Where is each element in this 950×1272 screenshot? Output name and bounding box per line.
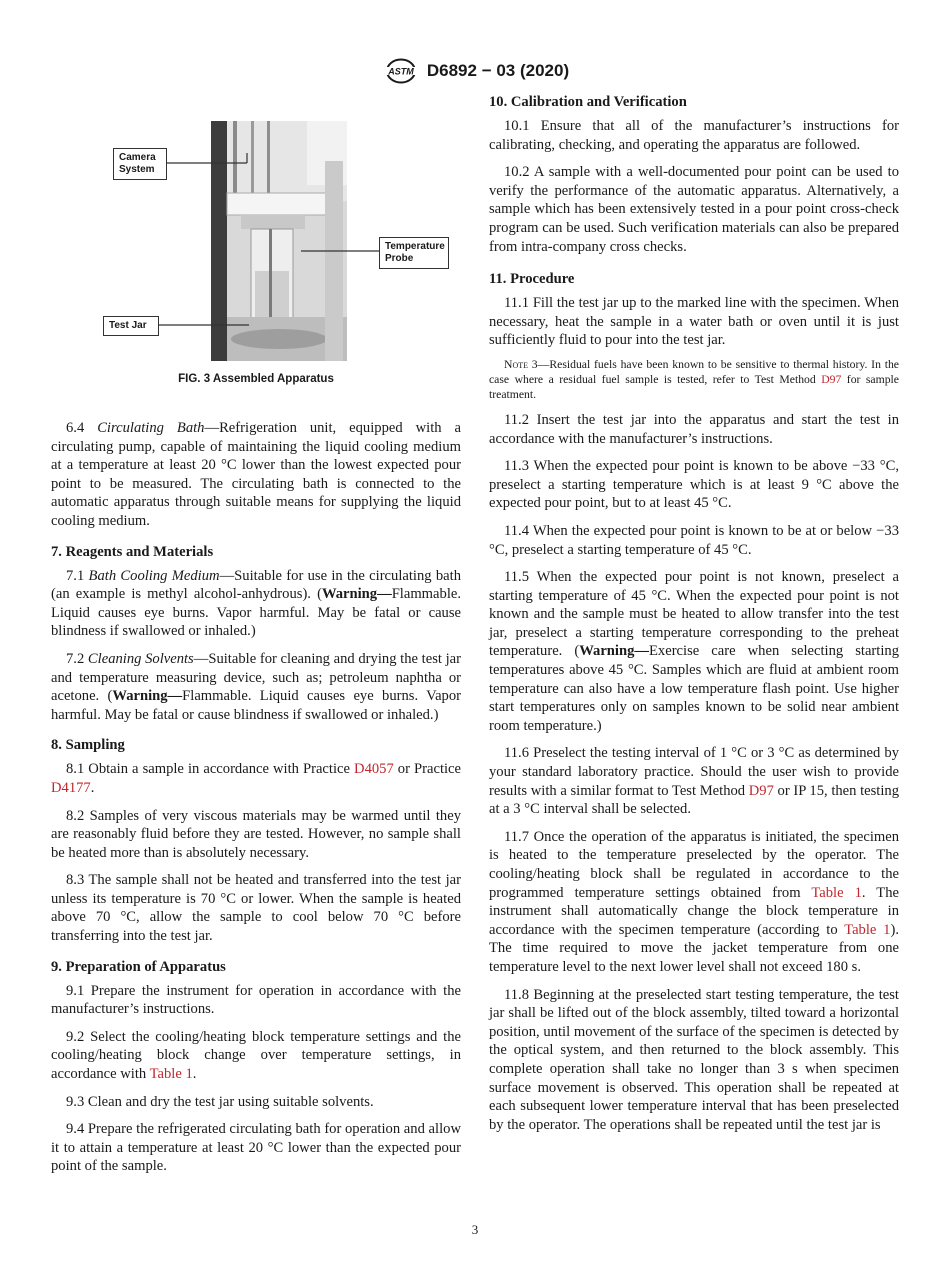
test-jar-callout: Test Jar xyxy=(103,316,159,336)
temperature-probe-callout: Temperature Probe xyxy=(379,237,449,269)
section-10-heading: 10. Calibration and Verification xyxy=(489,94,687,110)
paragraph-10-2: 10.2 A sample with a well-documented pour point can be used to verify the performance of the automatic apparatus. Alternatively, a sample which has been extensively tested in a pour point cross-check program can be used. Such verification materials can also be prepared from intra-company cross checks. xyxy=(489,164,899,255)
paragraph-10-1: 10.1 Ensure that all of the manufacturer’s instructions for calibrating, checking, and operating the apparatus are followed. xyxy=(489,118,899,153)
paragraph-11-8: 11.8 Beginning at the preselected start testing temperature, the test jar shall be lifted out of the block assembly, tilted toward a horizontal position, until movement of the surface of the specimen is detected by the optical system, and then returned to the block assembly. This complete operation shall take no longer than 3 s when specimen surface movement is observed. This operation shall be repeated at each subsequent lower temperature interval that has been preselected by the operator. The operations shall be repeated until the test jar is xyxy=(489,986,899,1133)
link-d97[interactable]: D97 xyxy=(748,782,774,799)
paragraph-8-2: 8.2 Samples of very viscous materials may be warmed until they are reasonably fluid before they are tested. However, no sample shall be heated more than is absolutely necessary. xyxy=(51,807,461,861)
link-d4177[interactable]: D4177 xyxy=(51,779,91,796)
paragraph-9-2: 9.2 Select the cooling/heating block temperature settings and the cooling/heating block change over temperature settings, in accordance with Table 1. xyxy=(51,1028,461,1083)
astm-logo-icon xyxy=(381,58,421,84)
note-3: Note 3—Residual fuels have been known to be sensitive to thermal history. In the case where a residual fuel sample is tested, refer to Test Method D97 for sample treatment. xyxy=(489,357,899,401)
paragraph-11-6: 11.6 Preselect the testing interval of 1 °C or 3 °C as determined by your standard laboratory practice. Should the user wish to provide results with a similar format to Test Method D97 or IP 15, then testing at a 3 °C interval shall be selected. xyxy=(489,745,900,818)
paragraph-11-5: 11.5 When the expected pour point is not known, preselect a starting temperature of 45 °C. When the expected pour point is not known and the sample must be heated to allow transfer into the test jar, preselect a starting temperature corresponding to the preheat temperature. (Warning—Exercise care when selecting starting temperatures above 45 °C. Samples which are fluid at ambient room temperature can also have a low temperature flash point. Use higher start temperatures only on samples known to be solid near ambient room temperature.) xyxy=(489,569,899,734)
paragraph-11-4: 11.4 When the expected pour point is known to be at or below −33 °C, preselect a starting temperature of 45 °C. xyxy=(489,522,899,558)
paragraph-11-2: 11.2 Insert the test jar into the apparatus and start the test in accordance with the manufacturer’s instructions. xyxy=(489,411,899,447)
figure-caption: FIG. 3 Assembled Apparatus xyxy=(178,373,334,385)
paragraph-8-1: 8.1 Obtain a sample in accordance with Practice D4057 or Practice D4177. xyxy=(51,761,462,796)
paragraph-6-4: 6.4 Circulating Bath—Refrigeration unit, equipped with a circulating pump, capable of maintaining the liquid cooling medium at a temperature at least 20 °C lower than the lowest expected pour point to be measured. The circulating bath is connected to the automatic apparatus through suitable means for supplying the liquid cooling medium. xyxy=(51,420,461,529)
document-designation: D6892 − 03 (2020) xyxy=(426,61,570,80)
section-11-heading: 11. Procedure xyxy=(489,271,575,288)
section-9-heading: 9. Preparation of Apparatus xyxy=(51,958,226,975)
link-table-1-a[interactable]: Table 1 xyxy=(811,884,862,901)
camera-system-callout: Camera System xyxy=(113,148,167,180)
paragraph-7-1: 7.1 Bath Cooling Medium—Suitable for use in the circulating bath (an example is methyl alcohol-anhydrous). (Warning—Flammable. Liquid causes eye burns. Vapor harmful. May be fatal or cause blindness if swallowed or inhaled.) xyxy=(51,567,461,640)
section-7-heading: 7. Reagents and Materials xyxy=(51,543,214,560)
link-table-1[interactable]: Table 1 xyxy=(149,1066,193,1083)
page-header xyxy=(0,58,950,84)
paragraph-9-1: 9.1 Prepare the instrument for operation in accordance with the manufacturer’s instructions. xyxy=(51,982,461,1018)
link-d4057[interactable]: D4057 xyxy=(354,761,394,778)
svg-text:ASTM: ASTM xyxy=(388,66,414,77)
left-column xyxy=(51,93,461,1185)
right-column xyxy=(489,93,899,1143)
link-d97-note[interactable]: D97 xyxy=(821,372,842,386)
paragraph-9-4: 9.4 Prepare the refrigerated circulating bath for operation and allow it to attain a temperature at least 20 °C lower than the expected pour point of the sample. xyxy=(51,1121,461,1175)
paragraph-9-3: 9.3 Clean and dry the test jar using suitable solvents. xyxy=(66,1093,374,1110)
paragraph-7-2: 7.2 Cleaning Solvents—Suitable for cleaning and drying the test jar and temperature measuring device, such as; petroleum naphtha or acetone. (Warning—Flammable. Liquid causes eye burns. Vapor harmful. May be fatal or cause blindness if swallowed or inhaled.) xyxy=(51,650,462,723)
paragraph-11-7: 11.7 Once the operation of the apparatus is initiated, the specimen is heated to the temperature preselected by the operator. The cooling/heating block shall be regulated in accordance to the programmed temperature settings obtained from Table 1. The instrument shall automatically change the block temperature in accordance with the specimen temperature (according to Table 1). The time required to move the jacket temperature from one temperature level to the next lower level shall not exceed 180 s. xyxy=(489,828,899,975)
figure-3 xyxy=(51,93,461,391)
paragraph-11-1: 11.1 Fill the test jar up to the marked line with the specimen. When necessary, heat the sample in a water bath or oven until it is just sufficiently fluid to pour into the test jar. xyxy=(489,295,899,349)
section-8-heading: 8. Sampling xyxy=(51,737,125,754)
paragraph-8-3: 8.3 The sample shall not be heated and transferred into the test jar unless its temperature is 70 °C or lower. When the sample is heated above 70 °C, allow the sample to cool below 70 °C before transferring into the test jar. xyxy=(51,872,461,945)
paragraph-11-3: 11.3 When the expected pour point is known to be above −33 °C, preselect a starting temperature which is at least 9 °C above the expected pour point, but to at least 45 °C. xyxy=(489,458,899,512)
link-table-1-b[interactable]: Table 1 xyxy=(844,921,891,938)
page-number: 3 xyxy=(471,1222,479,1237)
